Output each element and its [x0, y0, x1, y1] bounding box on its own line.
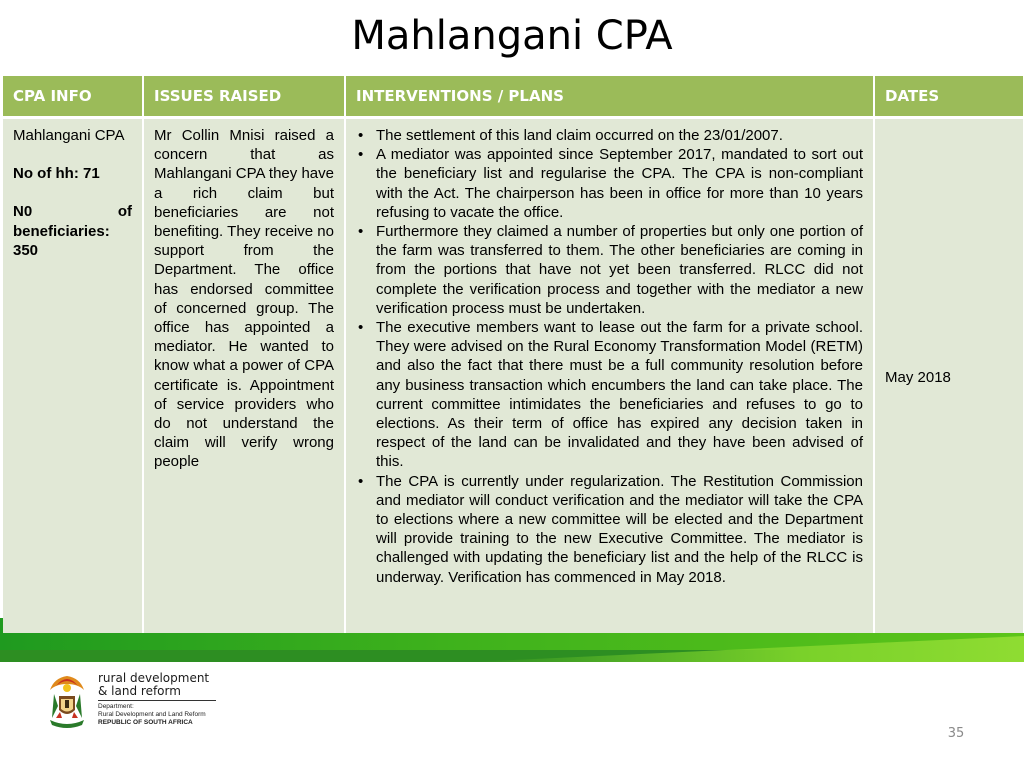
households-count: No of hh: 71: [13, 165, 100, 183]
cpa-name: Mahlangani CPA: [13, 127, 125, 144]
logo-text-block: [98, 672, 228, 727]
list-item: • The executive members want to lease out the farm for a private school. They were advised on the Rural Economy Transformation Model (RETM) and also the fact that there must be a full community resolution before any business transaction which encumbers the land can take place. The current committee intimidates the beneficiaries and refuses to go to elections. As their term of office has expired any decision taken in respect of the land can be invalidated and they have been advised of this.: [376, 318, 863, 472]
table-row: [3, 118, 1024, 633]
list-item: • The CPA is currently under regularization. The Restitution Commission and mediator will conduct verification and the mediator will take the CPA to elections where a new committee will be elected and the Department will provide training to the new Executive Committee. The mediator is challenged with updating the beneficiary list and the help of the RLCC is underway. Verification has commenced in May 2018.: [376, 472, 863, 587]
logo-divider: [98, 700, 216, 701]
page-number: 35: [947, 726, 965, 741]
logo-country: REPUBLIC OF SOUTH AFRICA: [98, 719, 193, 726]
interventions-list: [356, 126, 863, 587]
logo-department-name: Rural Development and Land Reform: [98, 711, 206, 718]
logo-department-label: Department:: [98, 703, 134, 710]
issues-raised-cell: Mr Collin Mnisi raised a concern that as Mahlangani CPA they have a rich claim but beneficiaries are not benefiting. They receive no support from the Department. The office has endorsed committee of concerned group. The office has appointed a mediator. He wanted to know what a power of CPA certificate is. Appointment of service providers who do not understand the claim will verify wrong people: [143, 118, 345, 633]
interventions-cell: [345, 118, 874, 633]
header-issues-raised: ISSUES RAISED: [143, 76, 345, 118]
header-interventions: INTERVENTIONS / PLANS: [345, 76, 874, 118]
list-item: • Furthermore they claimed a number of properties but only one portion of the farm was transferred to them. The other beneficiaries are coming in from the portions that have not yet been transferred. RLCC did not complete the verification process and together with the mediator a new verification process must be undertaken.: [376, 222, 863, 318]
list-item: • The settlement of this land claim occurred on the 23/01/2007.: [376, 126, 863, 145]
logo-line-rural-development: rural development: [98, 671, 210, 685]
logo-line-land-reform: & land reform: [98, 684, 181, 698]
list-item: • A mediator was appointed since September 2017, mandated to sort out the beneficiary list and regularise the CPA. The CPA is non-compliant with the Act. The chairperson has been in office for more than 10 years refusing to vacate the office.: [376, 145, 863, 222]
department-logo: [44, 672, 224, 732]
cpa-table: [3, 76, 1024, 633]
dates-cell: May 2018: [874, 118, 1024, 633]
beneficiaries-count: N0 of beneficiaries: 350: [13, 203, 132, 259]
header-dates: DATES: [874, 76, 1024, 118]
slide-title: Mahlangani CPA: [351, 13, 673, 59]
table-header-row: [3, 76, 1024, 118]
south-africa-coat-of-arms-icon: [44, 672, 90, 730]
cpa-info-cell: [3, 118, 143, 633]
header-cpa-info: CPA INFO: [3, 76, 143, 118]
